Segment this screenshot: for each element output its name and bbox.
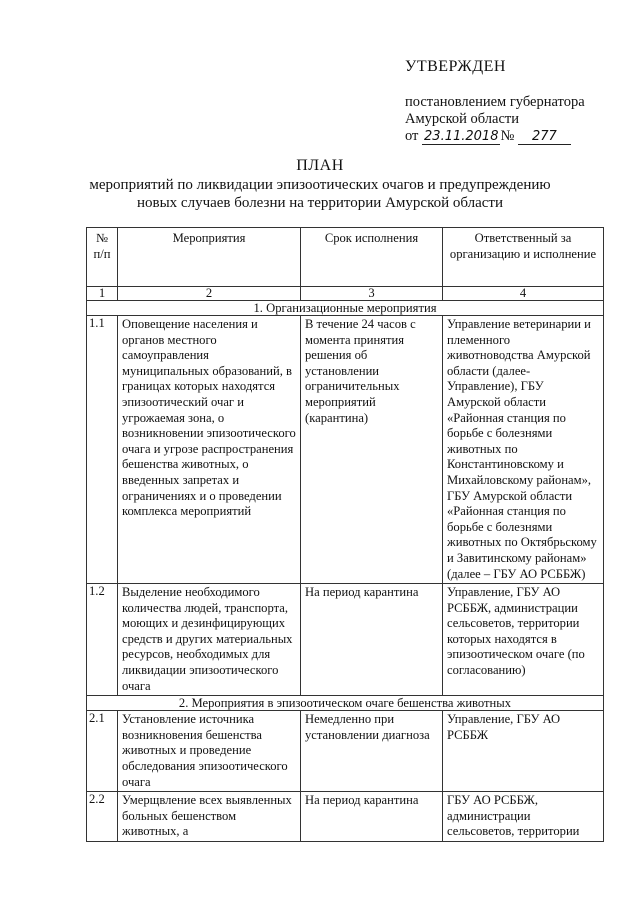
section-title: 2. Мероприятия в эпизоотическом очаге бешенства животных — [87, 696, 604, 711]
row-event: Установление источника возникновения бешенства животных и проведение обследования эпизоотического очага — [118, 711, 301, 792]
plan-title: ПЛАН — [296, 157, 344, 174]
approval-date-line — [405, 128, 625, 145]
plan-subtitle-line-2: новых случаев болезни на территории Амурской области — [136, 195, 504, 211]
row-term: На период карантина — [301, 584, 443, 696]
header-event: Мероприятия — [118, 228, 301, 287]
row-responsible: ГБУ АО РСББЖ, администрации сельсоветов, территории — [443, 792, 604, 842]
header-no: № п/п — [87, 228, 118, 287]
row-number: 1.2 — [87, 584, 118, 696]
table-row — [87, 316, 604, 584]
column-number: 1 — [87, 287, 118, 301]
table-row — [87, 792, 604, 842]
plan-table — [86, 227, 604, 842]
date-prefix: от — [405, 128, 419, 144]
header-term: Срок исполнения — [301, 228, 443, 287]
section-row — [87, 301, 604, 316]
number-prefix: № — [500, 128, 515, 144]
table-row — [87, 584, 604, 696]
row-term: На период карантина — [301, 792, 443, 842]
row-responsible: Управление, ГБУ АО РСББЖ, администрации сельсоветов, территории которых находятся в эпизоотическом очаге (по согласованию) — [443, 584, 604, 696]
header-responsible: Ответственный за организацию и исполнение — [443, 228, 604, 287]
row-number: 1.1 — [87, 316, 118, 584]
approval-block — [405, 58, 625, 145]
table-header-row — [87, 228, 604, 287]
approval-number: 277 — [518, 129, 571, 145]
row-number: 2.1 — [87, 711, 118, 792]
column-number: 3 — [301, 287, 443, 301]
approval-line-1: постановлением губернатора — [405, 94, 585, 110]
row-number: 2.2 — [87, 792, 118, 842]
approval-line-2: Амурской области — [405, 111, 519, 127]
approval-date: 23.11.2018 — [424, 129, 499, 144]
row-term: Немедленно при установлении диагноза — [301, 711, 443, 792]
row-responsible: Управление, ГБУ АО РСББЖ — [443, 711, 604, 792]
plan-subtitle-line-1: мероприятий по ликвидации эпизоотических очагов и предупреждению — [89, 177, 551, 193]
column-number: 4 — [443, 287, 604, 301]
section-title: 1. Организационные мероприятия — [87, 301, 604, 316]
row-term: В течение 24 часов с момента принятия решения об установлении ограничительных мероприятий (карантина) — [301, 316, 443, 584]
row-event: Выделение необходимого количества людей, транспорта, моющих и дезинфицирующих средств и других материальных ресурсов, необходимых для ликвидации эпизоотического очага — [118, 584, 301, 696]
table-row — [87, 711, 604, 792]
section-row — [87, 696, 604, 711]
column-number: 2 — [118, 287, 301, 301]
row-event: Оповещение населения и органов местного самоуправления муниципальных образований, в границах которых находятся эпизоотический очаг и угрожаемая зона, о возникновении эпизоотического очага и угрозе распространения бешенства животных, о введенных запретах и ограничениях и о проведении комплекса мероприятий — [118, 316, 301, 584]
column-number-row — [87, 287, 604, 301]
approval-title: УТВЕРЖДЕН — [405, 58, 506, 75]
row-responsible: Управление ветеринарии и племенного животноводства Амурской области (далее-Управление), ГБУ Амурской области «Районная станция по борьбе с болезнями животных по Константиновскому и Михайловскому районам», ГБУ Амурской области «Районная станция по борьбе с болезнями животных по Октябрьскому и Завитинскому районам» (далее – ГБУ АО РСББЖ) — [443, 316, 604, 584]
plan-subtitle — [60, 176, 580, 212]
row-event: Умерщвление всех выявленных больных бешенством животных, а — [118, 792, 301, 842]
